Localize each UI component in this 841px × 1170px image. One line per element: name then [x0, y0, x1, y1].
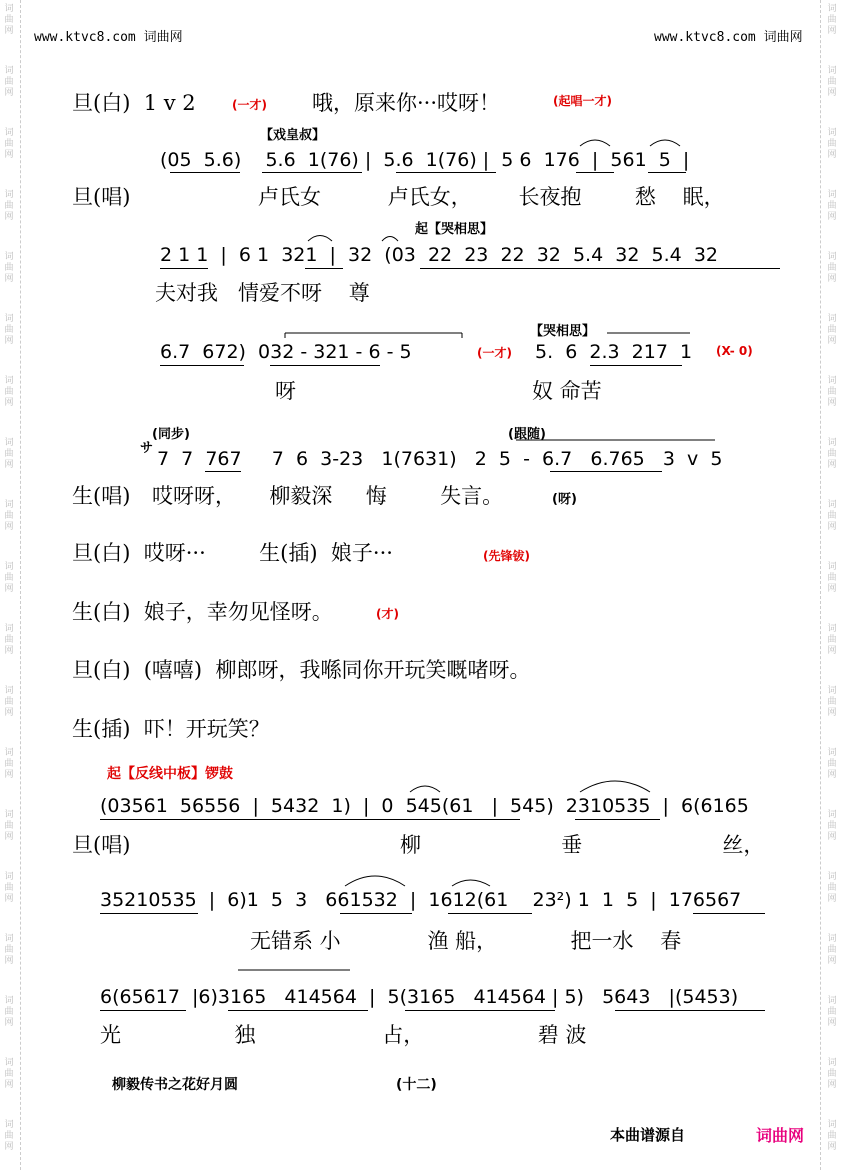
- cue: (X- 0): [716, 344, 753, 358]
- header-url: www.ktvc8.com: [34, 30, 136, 45]
- tune-tag: 【戏皇叔】: [260, 128, 326, 143]
- watermark-mark: 词 曲 网: [4, 128, 14, 160]
- watermark-mark: 词 曲 网: [4, 314, 14, 346]
- footer-source: 本曲谱源自: [610, 1126, 686, 1144]
- slur-arc: [452, 880, 490, 886]
- cue: (才): [376, 607, 399, 621]
- lyrics-line-6: 无错系 小 渔 船， 把一水 春: [250, 929, 682, 953]
- watermark-mark: 词 曲 网: [827, 438, 837, 470]
- tune-tag: (同步): [152, 427, 190, 442]
- footer-title: 柳毅传书之花好月圆: [112, 1077, 238, 1093]
- slur-arc: [410, 786, 440, 792]
- lyrics-line-2: 夫对我 情爱不呀 尊: [155, 281, 370, 305]
- cue: (起唱一才): [553, 94, 612, 108]
- watermark-mark: 词 曲 网: [4, 686, 14, 718]
- watermark-mark: 词 曲 网: [827, 314, 837, 346]
- watermark-mark: 词 曲 网: [4, 66, 14, 98]
- watermark-mark: 词 曲 网: [4, 872, 14, 904]
- watermark-mark: 词 曲 网: [4, 996, 14, 1028]
- notation-line-5: (03561 56556 | 5432 1) | 0 545(61 | 545) 2310535 | 6(6165: [100, 795, 749, 817]
- watermark-mark: 词 曲 网: [827, 376, 837, 408]
- slur-arc: [345, 876, 405, 886]
- watermark-mark: 词 曲 网: [4, 252, 14, 284]
- slur-arc: [580, 781, 650, 792]
- watermark-mark: 词 曲 网: [4, 500, 14, 532]
- lyrics-line-3: 呀: [275, 379, 296, 403]
- lyrics-line-7: 光 独 占， 碧 波: [100, 1023, 587, 1047]
- slur-arc: [382, 237, 398, 242]
- notation-line-4: 7 7 767 7 6 3-23 1(7631) 2 5 - 6.7 6.765 3 v 5: [157, 448, 723, 470]
- notation-line-1: (05 5.6) 5.6 1(76) | 5.6 1(76) | 5 6 176 | 561 5 |: [160, 149, 690, 171]
- watermark-mark: 词 曲 网: [4, 562, 14, 594]
- watermark-mark: 词 曲 网: [827, 748, 837, 780]
- watermark-mark: 词 曲 网: [4, 748, 14, 780]
- watermark-mark: 词 曲 网: [827, 996, 837, 1028]
- watermark-mark: 词 曲 网: [827, 190, 837, 222]
- watermark-mark: 词 曲 网: [827, 1058, 837, 1090]
- notation-line-7: 6(65617 |6)3165 414564 | 5(3165 414564 | 5) 5643 |(5453): [100, 986, 739, 1008]
- watermark-mark: 词 曲 网: [827, 128, 837, 160]
- watermark-mark: 词 曲 网: [4, 438, 14, 470]
- watermark-mark: 词 曲 网: [827, 562, 837, 594]
- tune-tag: 起【哭相思】: [415, 222, 494, 237]
- watermark-mark: 词 曲 网: [827, 872, 837, 904]
- watermark-mark: 词 曲 网: [827, 252, 837, 284]
- role-label: 旦(唱): [72, 185, 131, 209]
- watermark-mark: 词 曲 网: [4, 810, 14, 842]
- watermark-mark: 词 曲 网: [827, 1120, 837, 1152]
- sa-mark: サ: [140, 441, 154, 456]
- slur-arc: [580, 140, 610, 146]
- watermark-mark: 词 曲 网: [827, 500, 837, 532]
- cue: (一才): [232, 98, 267, 112]
- watermark-mark: 词 曲 网: [4, 376, 14, 408]
- lyrics-line-1: 卢氏女 卢氏女， 长夜抱 愁 眠，: [258, 185, 725, 209]
- lyrics-line-5: 柳 垂 丝，: [400, 833, 765, 857]
- header-site: 词曲网: [763, 30, 803, 45]
- watermark-mark: 词 曲 网: [827, 686, 837, 718]
- dan-bai-1: 旦(白) 1 v 2: [72, 91, 196, 115]
- notation-line-2: 2 1 1 | 6 1 321 | 32 (03 22 23 22 32 5.4 32 5.4 32: [160, 244, 718, 266]
- header-url: www.ktvc8.com: [654, 30, 756, 45]
- spoken-text: 哦，原来你···哎呀！: [312, 91, 501, 115]
- footer-brand-link[interactable]: 词曲网: [756, 1126, 805, 1145]
- sheng-bai: 生(白) 娘子，幸勿见怪呀。: [72, 600, 333, 624]
- role-label: 生(唱): [72, 484, 131, 508]
- watermark-mark: 词 曲 网: [4, 1120, 14, 1152]
- notation-line-6: 35210535 | 6)1 5 3 661532 | 1612(61 23²) 1 1 5 | 176567: [100, 889, 742, 911]
- watermark-mark: 词 曲 网: [4, 4, 14, 36]
- dan-bai-3: 旦(白) (嘻嘻) 柳郎呀，我喺同你开玩笑嘅啫呀。: [72, 658, 531, 682]
- slur-arc: [308, 236, 332, 242]
- role-label: 旦(唱): [72, 833, 131, 857]
- watermark-mark: 词 曲 网: [4, 934, 14, 966]
- watermark-mark: 词 曲 网: [827, 4, 837, 36]
- sheng-cha: 生(插) 吓！开玩笑？: [72, 717, 270, 741]
- slur-arc: [650, 140, 680, 146]
- watermark-mark: 词 曲 网: [4, 624, 14, 656]
- watermark-mark: 词 曲 网: [827, 810, 837, 842]
- watermark-mark: 词 曲 网: [4, 190, 14, 222]
- watermark-mark: 词 曲 网: [827, 934, 837, 966]
- notation-line-3b: 5. 6 2.3 217 1: [535, 341, 693, 363]
- tune-tag: 起【反线中板】锣鼓: [107, 766, 233, 782]
- cue: (先锋钹): [483, 549, 530, 563]
- cue: (一才): [477, 346, 512, 360]
- watermark-mark: 词 曲 网: [827, 66, 837, 98]
- tune-tag: 【哭相思】: [530, 324, 596, 339]
- notation-line-3: 6.7 672) 032 - 321 - 6 - 5: [160, 341, 412, 363]
- footer-page: (十二): [396, 1077, 437, 1093]
- watermark-mark: 词 曲 网: [4, 1058, 14, 1090]
- lyric-note: (呀): [552, 492, 577, 507]
- header-site: 词曲网: [143, 30, 183, 45]
- dan-bai-2: 旦(白) 哎呀··· 生(插) 娘子···: [72, 541, 393, 565]
- watermark-mark: 词 曲 网: [827, 624, 837, 656]
- lyrics-line-4: 哎呀呀， 柳毅深 悔 失言。: [152, 484, 504, 508]
- tune-tag: (跟随): [508, 427, 546, 442]
- lyrics-line-3b: 奴 命苦: [532, 379, 602, 403]
